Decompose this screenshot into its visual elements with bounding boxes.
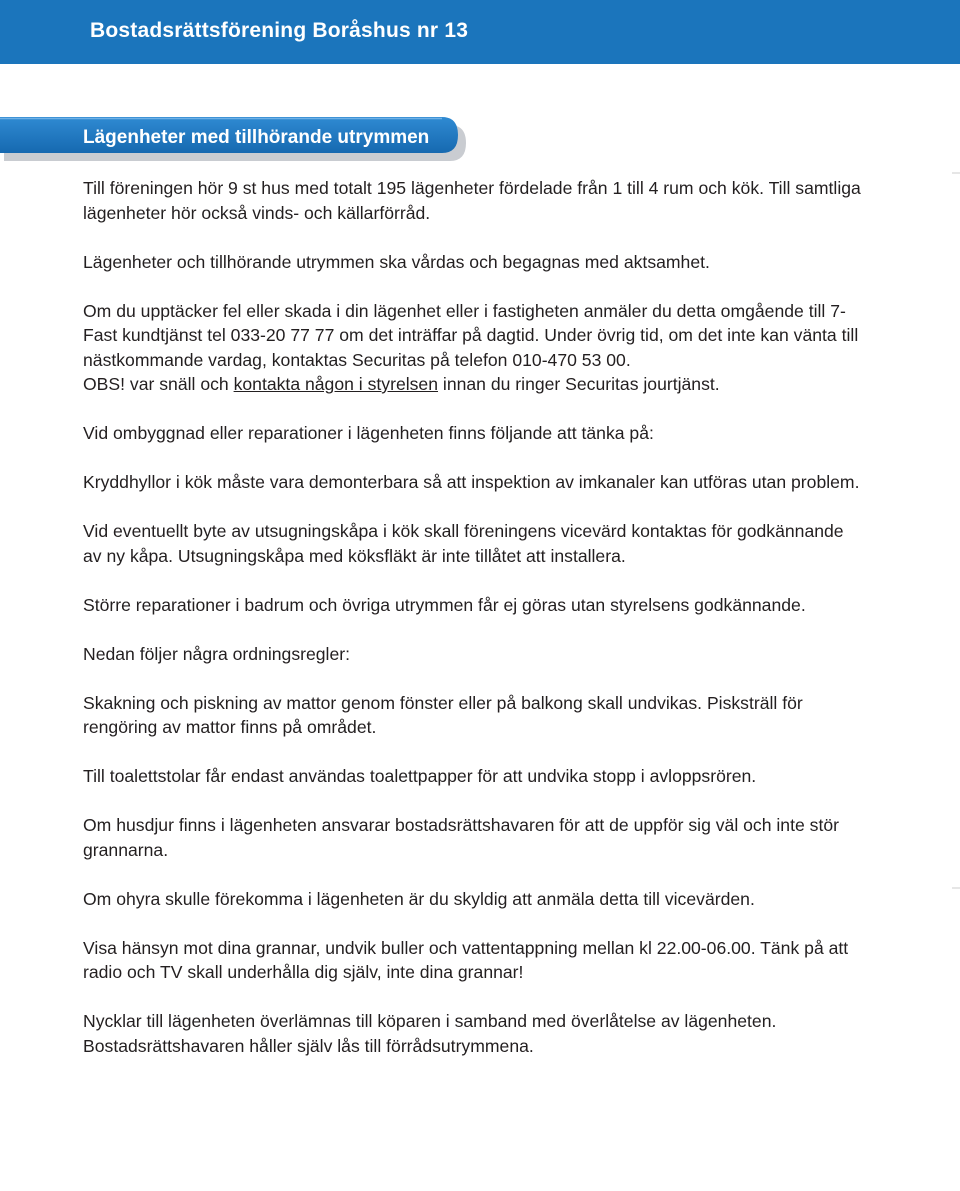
paragraph-bathroom-repairs: Större reparationer i badrum och övriga utrymmen får ej göras utan styrelsens godkännande. — [83, 594, 806, 615]
paragraph-noise: Visa hänsyn mot dina grannar, undvik buller och vattentappning mellan kl 22.00-06.00. Tänk på att radio och TV skall underhålla dig själv, inte dina grannar! — [83, 937, 849, 982]
edge-divider — [952, 172, 960, 174]
paragraph-vermin: Om ohyra skulle förekomma i lägenheten är du skyldig att anmäla detta till vicevärden. — [83, 888, 755, 909]
paragraph-spice-racks: Kryddhyllor i kök måste vara demonterbara så att inspektion av imkanaler kan utföras utan problem. — [83, 472, 860, 492]
header-bar — [0, 0, 960, 64]
paragraph-rules-intro: Nedan följer några ordningsregler: — [83, 643, 350, 664]
contact-board-link[interactable]: kontakta någon i styrelsen — [233, 374, 439, 394]
edge-divider — [952, 887, 960, 889]
paragraph-rugs: Skakning och piskning av mattor genom fönster eller på balkong skall undvikas. Pisksträll för rengöring av mattor finns på området. — [83, 692, 803, 737]
paragraph-renovation-intro: Vid ombyggnad eller reparationer i lägenheten finns följande att tänka på: — [83, 423, 654, 443]
paragraph-pets: Om husdjur finns i lägenheten ansvarar bostadsrättshavaren för att de uppför sig väl och inte stör grannarna. — [83, 815, 839, 860]
section-heading-tab — [0, 117, 462, 157]
paragraph-association-info: Till föreningen hör 9 st hus med totalt 195 lägenheter fördelade från 1 till 4 rum och kök. Till samtliga lägenheter hör också vinds- och källarförråd. — [83, 178, 861, 223]
section-title: Lägenheter med tillhörande utrymmen — [83, 127, 430, 148]
paragraph-obs — [83, 372, 863, 397]
paragraph-extractor-hood: Vid eventuellt byte av utsugningskåpa i kök skall föreningens vicevärd kontaktas för godkännande av ny kåpa. Utsugningskåpa med köksfläkt är inte tillåtet att installera. — [83, 521, 844, 566]
obs-suffix: innan du ringer Securitas jourtjänst. — [438, 374, 720, 394]
paragraph-fault-report: Om du upptäcker fel eller skada i din lägenhet eller i fastigheten anmäler du detta omgående till 7-Fast kundtjänst tel 033-20 77 77 om det inträffar på dagtid. Under övrig tid, om det inte kan vänta till nästkommande vardag, kontaktas Securitas på telefon 010-470 53 00. — [83, 300, 859, 370]
obs-prefix: OBS! var snäll och — [83, 374, 234, 394]
paragraph-keys: Nycklar till lägenheten överlämnas till köparen i samband med överlåtelse av lägenheten. Bostadsrättshavaren håller själv lås till förrådsutrymmena. — [83, 1011, 777, 1056]
document-body — [83, 176, 863, 1058]
paragraph-care: Lägenheter och tillhörande utrymmen ska vårdas och begagnas med aktsamhet. — [83, 251, 710, 272]
document-title: Bostadsrättsförening Boråshus nr 13 — [90, 19, 469, 42]
paragraph-toilets: Till toalettstolar får endast användas toalettpapper för att undvika stopp i avloppsrören. — [83, 766, 757, 786]
